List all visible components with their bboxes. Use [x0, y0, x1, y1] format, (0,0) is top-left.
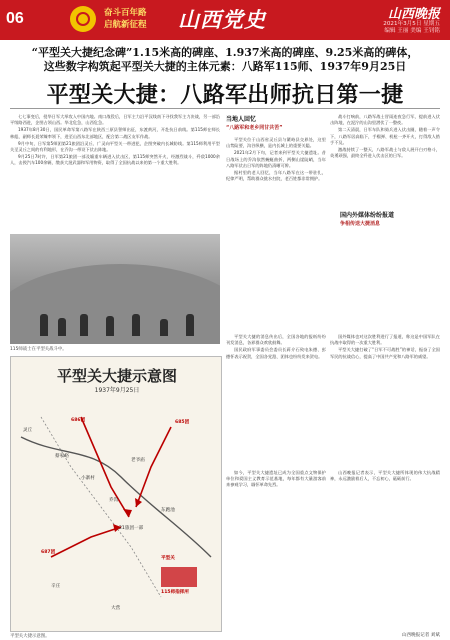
page-header: [0, 0, 450, 40]
paragraph: 国民政府军事委员会委员长蒋介石致电朱德、彭德怀表示祝贺，全国各党派、团体也纷纷发来贺电。: [226, 347, 326, 359]
issue-date: [383, 21, 440, 35]
map-unit: 115师指挥所: [161, 590, 189, 595]
slogan-line-1: 奋斗百年路: [104, 8, 147, 18]
section-heading: 当地人回忆: [226, 116, 257, 123]
paragraph: 国外媒体也对这次胜利进行了报道，称这是中国军队在抗战中取得的一次重大胜利。: [330, 334, 440, 346]
article-column: [330, 334, 440, 361]
map-unit: 685团: [175, 420, 190, 425]
paragraph: 平型关大捷打破了“日军不可战胜”的神话，振奋了全国军民的抗战信心，提高了中国共产党和八路军的威望。: [330, 347, 440, 359]
battle-photo: [10, 234, 220, 344]
paragraph: 据村里的老人回忆，当年八路军在这一带驻扎，纪律严明，帮助群众挑水扫院，老百姓都非常拥护。: [226, 170, 326, 182]
section-title: 山西党史: [178, 7, 266, 32]
map-drawing: [11, 357, 223, 633]
kicker-line-2: 这些数字构筑起平型关大捷的主体元素：八路军115师、1937年9月25日: [43, 60, 407, 73]
map-place: 平型关: [161, 556, 175, 561]
battle-map: [10, 356, 222, 632]
map-place: 灵丘: [23, 428, 33, 433]
photo-caption: 115师战士在平型关战斗中。: [10, 347, 67, 352]
date-line: 2021年3月5日 星期五: [383, 21, 440, 27]
paragraph: 9月中旬，日军第5师团第21旅团沿灵丘、广灵向平型关一带进犯，企图突破内长城防线。第115师利用平型关至灵丘之间的有利地形，在乔沟一带设下伏击阵地。: [10, 140, 220, 153]
section-subheading: 争相传送大捷消息: [340, 221, 381, 227]
paragraph: 七七事变后，侵华日军大举攻入中国内地。南口战役后，日军主力沿平汉线南下寻找我军主力决战，另一部沿平绥路西进，企图占领山西。华北危急，山西危急。: [10, 114, 220, 126]
section-heading: 国内外媒体纷纷报道: [340, 212, 395, 219]
map-place: 辛庄: [51, 584, 61, 589]
party-emblem-icon: [70, 6, 96, 32]
article-column: [226, 470, 326, 490]
kicker-line-1: “平型关大捷纪念碑”1.15米高的碑座、1.937米高的碑座、9.25米高的碑体，: [31, 46, 419, 59]
map-unit: 687团: [41, 550, 56, 555]
main-headline: 平型关大捷：八路军出师抗日第一捷: [46, 82, 404, 108]
map-caption: 平型关大捷示意图。: [10, 634, 50, 639]
paragraph: 平型关位于山西省灵丘县与繁峙县交界处，这里山势险要，沟谷纵横，是内长城上的重要关隘。: [226, 137, 326, 149]
slogan: [104, 7, 174, 31]
article-column: [226, 334, 326, 361]
map-place: 乔沟: [109, 498, 119, 503]
newspaper-name: 山西晚报: [387, 7, 440, 22]
map-place: 大营: [111, 606, 121, 611]
byline: 山西晚报记者 刘斌: [401, 633, 440, 638]
lead-article: [10, 114, 220, 168]
paragraph: 战斗打响前，八路军战士冒雨连夜急行军，提前进入伏击阵地，在泥泞的山沟里潜伏了一整夜。: [330, 114, 440, 126]
paragraph: 平型关大捷的消息传出后，全国各地的报纸纷纷刊发消息，各界群众欢欣鼓舞。: [226, 334, 326, 346]
paragraph: 9月25日7时许，日军第21旅团一部及辎重车辆进入伏击区，第115师突然开火，经激烈战斗，歼敌1000余人，击毁汽车100余辆，缴获大批武器和军用物资，取得了全国抗战以来的第一个重大胜利。: [10, 154, 220, 166]
paragraph: 2021年2月下旬，记者来到平型关大捷遗址。昔日战场上的乔沟依然蜿蜒曲折，两侧山崖陡峭，当年八路军伏击日军的阵地仍清晰可辨。: [226, 150, 326, 168]
paragraph: 第二天清晨，日军车队和骑兵进入伏击圈，随着一声令下，八路军居高临下，手榴弹、机枪一齐开火，打得敌人措手不及。: [330, 127, 440, 145]
map-unit: 686团: [71, 418, 86, 423]
map-unit: 21旅团一部: [119, 526, 144, 531]
article-column: [330, 470, 440, 483]
divider: [10, 108, 440, 109]
map-title: 平型关大捷示意图: [56, 367, 177, 385]
kicker-headline: [10, 46, 440, 74]
paragraph: 1937年8月30日，国民革命军第八路军在陕西三原县誓师出征，东渡黄河，开赴抗日前线。第115师在师长林彪、副师长聂荣臻率领下，进至山西东北部地区，配合第二战区友军作战。: [10, 127, 220, 139]
map-place: 蔡家峪: [55, 454, 69, 459]
section-subheading: “八路军和老乡同甘共苦”: [226, 125, 283, 131]
page-number: 06: [6, 10, 24, 27]
paragraph: 如今，平型关大捷遗址已成为全国重点文物保护单位和爱国主义教育示范基地，每年都有大量游客前来参观学习，缅怀革命先烈。: [226, 470, 326, 488]
map-place: 老爷庙: [131, 458, 145, 463]
editor-line: 编辑 王丽 美编 王钊铭: [384, 28, 440, 34]
article-column: [330, 114, 440, 160]
article-column: [226, 137, 326, 183]
paragraph: 激战持续了一整天，八路军战士与敌人展开白刃格斗，英勇顽强，最终全歼进入伏击区的日军。: [330, 147, 440, 159]
map-place: 小寨村: [81, 476, 95, 481]
slogan-line-2: 启航新征程: [104, 20, 147, 30]
paragraph: 山西晚报记者表示，平型关大捷所体现的伟大抗战精神，永远激励着后人，不忘初心，砥砺前行。: [330, 470, 440, 482]
map-place: 东跑池: [161, 508, 175, 513]
map-date: 1937年9月25日: [94, 387, 140, 394]
